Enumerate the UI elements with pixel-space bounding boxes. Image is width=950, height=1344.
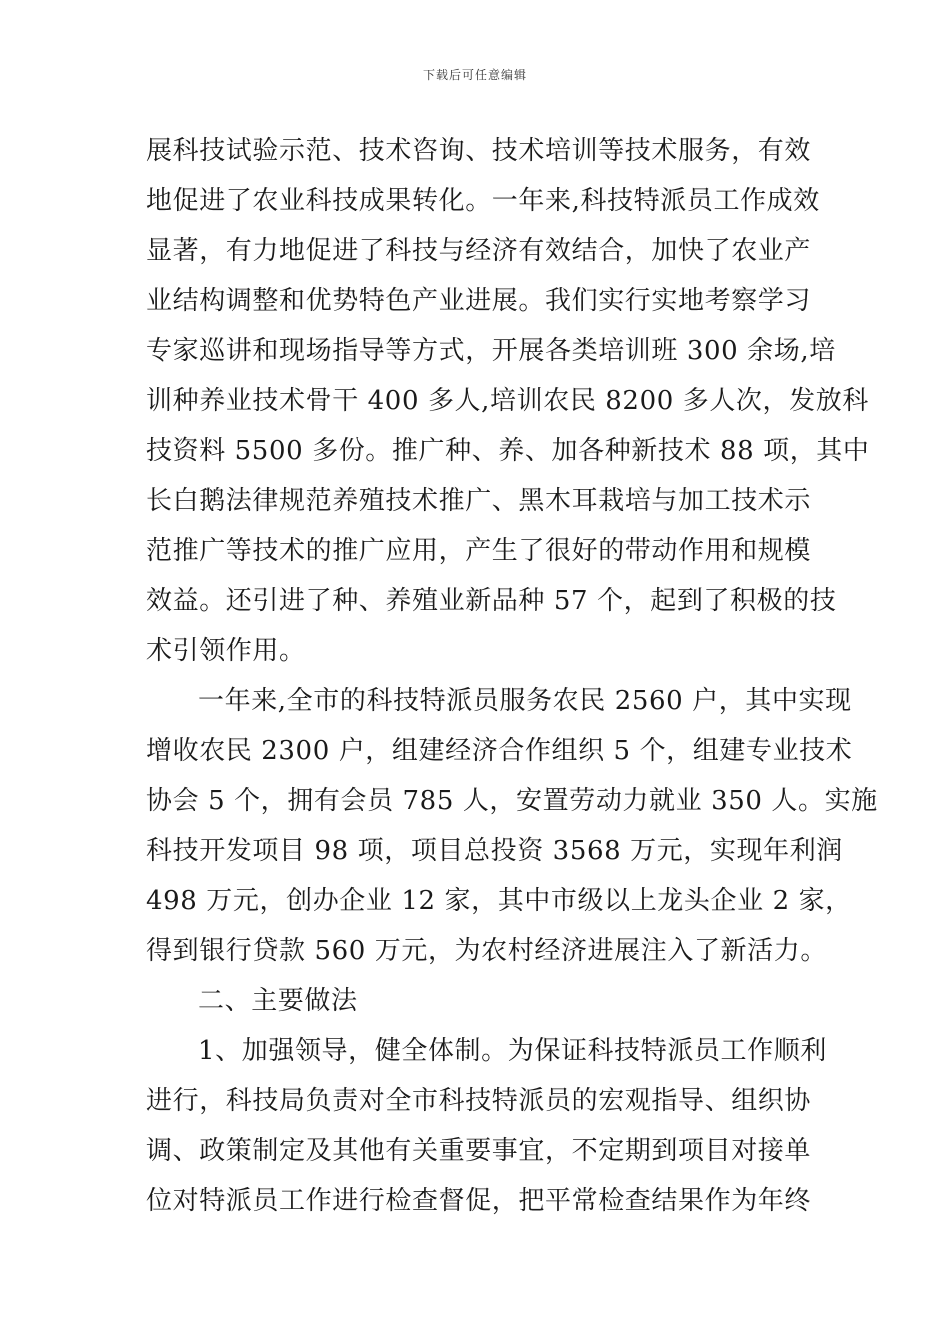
text-line: 术引领作用。 xyxy=(146,636,306,666)
text-line: 进行，科技局负责对全市科技特派员的宏观指导、组织协 xyxy=(146,1086,812,1116)
body-text xyxy=(146,126,878,1226)
text-line: 专家巡讲和现场指导等方式，开展各类培训班 300 余场,培 xyxy=(146,336,836,366)
text-line: 增收农民 2300 户，组建经济合作组织 5 个，组建专业技术 xyxy=(146,736,853,766)
text-line: 调、政策制定及其他有关重要事宜，不定期到项目对接单 xyxy=(146,1136,812,1166)
text-line: 协会 5 个，拥有会员 785 人，安置劳动力就业 350 人。实施 xyxy=(146,786,878,816)
text-line: 1、加强领导，健全体制。为保证科技特派员工作顺利 xyxy=(198,1036,827,1066)
text-line: 展科技试验示范、技术咨询、技术培训等技术服务，有效 xyxy=(146,136,812,166)
text-line: 长白鹅法律规范养殖技术推广、黑木耳栽培与加工技术示 xyxy=(146,486,812,516)
text-line: 训种养业技术骨干 400 多人,培训农民 8200 多人次，发放科 xyxy=(146,386,869,416)
text-line: 一年来,全市的科技特派员服务农民 2560 户，其中实现 xyxy=(198,686,852,716)
text-line: 地促进了农业科技成果转化。一年来,科技特派员工作成效 xyxy=(146,186,820,216)
text-line: 位对特派员工作进行检查督促，把平常检查结果作为年终 xyxy=(146,1186,812,1216)
text-line: 业结构调整和优势特色产业进展。我们实行实地考察学习 xyxy=(146,286,812,316)
text-line: 显著，有力地促进了科技与经济有效结合，加快了农业产 xyxy=(146,236,812,266)
text-line: 498 万元，创办企业 12 家，其中市级以上龙头企业 2 家， xyxy=(146,886,852,916)
text-line: 科技开发项目 98 项，项目总投资 3568 万元，实现年利润 xyxy=(146,836,843,866)
header-note: 下载后可任意编辑 xyxy=(422,68,527,82)
text-line: 二、主要做法 xyxy=(198,986,358,1016)
text-line: 技资料 5500 多份。推广种、养、加各种新技术 88 项，其中 xyxy=(146,436,870,466)
text-line: 效益。还引进了种、养殖业新品种 57 个，起到了积极的技 xyxy=(146,586,837,616)
text-line: 得到银行贷款 560 万元，为农村经济进展注入了新活力。 xyxy=(146,936,827,966)
text-line: 范推广等技术的推广应用，产生了很好的带动作用和规模 xyxy=(146,536,812,566)
